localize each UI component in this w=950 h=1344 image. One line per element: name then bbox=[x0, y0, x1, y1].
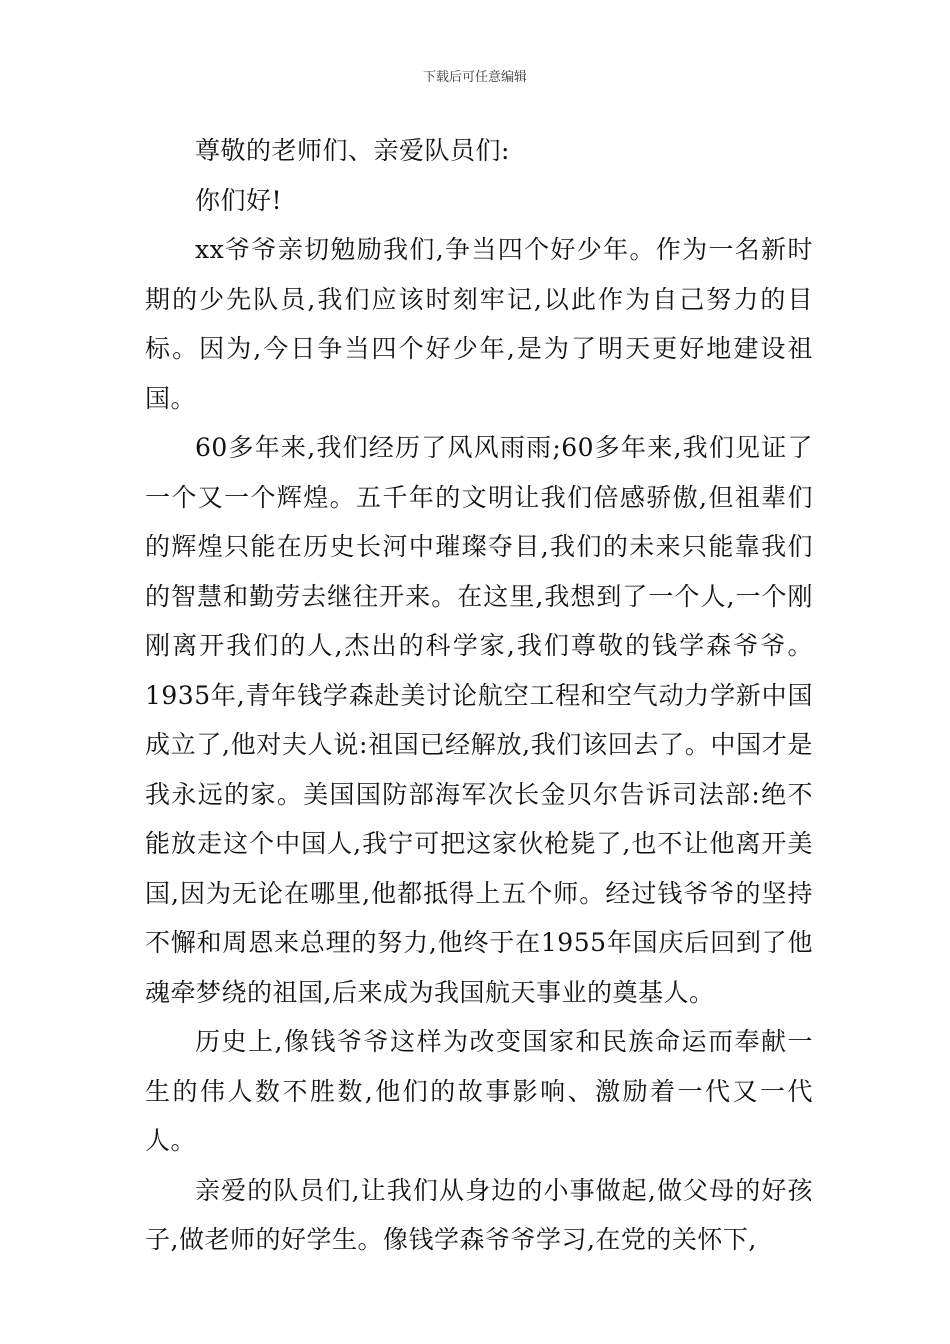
greeting-paragraph: 尊敬的老师们、亲爱队员们: bbox=[195, 136, 510, 165]
body-paragraph-3: 历史上,像钱爷爷这样为改变国家和民族命运而奉献一生的伟人数不胜数,他们的故事影响、激励着一代又一代人。 bbox=[145, 1027, 813, 1155]
document-body bbox=[145, 126, 813, 1265]
page-header-note: 下载后可任意编辑 bbox=[422, 70, 527, 85]
body-paragraph-2: 60多年来,我们经历了风风雨雨;60多年来,我们见证了一个又一个辉煌。五千年的文明让我们倍感骄傲,但祖辈们的辉煌只能在历史长河中璀璨夺目,我们的未来只能靠我们的智慧和勤劳去继往开来。在这里,我想到了一个人,一个刚刚离开我们的人,杰出的科学家,我们尊敬的钱学森爷爷。1935年,青年钱学森赴美讨论航空工程和空气动力学新中国成立了,他对夫人说:祖国已经解放,我们该回去了。中国才是我永远的家。美国国防部海军次长金贝尔告诉司法部:绝不能放走这个中国人,我宁可把这家伙枪毙了,也不让他离开美国,因为无论在哪里,他都抵得上五个师。经过钱爷爷的坚持不懈和周恩来总理的努力,他终于在1955年国庆后回到了他魂牵梦绕的祖国,后来成为我国航天事业的奠基人。 bbox=[145, 433, 813, 1007]
body-paragraph-1: xx爷爷亲切勉励我们,争当四个好少年。作为一名新时期的少先队员,我们应该时刻牢记,以此作为自己努力的目标。因为,今日争当四个好少年,是为了明天更好地建设祖国。 bbox=[145, 235, 813, 413]
body-paragraph-4: 亲爱的队员们,让我们从身边的小事做起,做父母的好孩子,做老师的好学生。像钱学森爷爷学习,在党的关怀下, bbox=[145, 1175, 813, 1254]
salutation-paragraph: 你们好! bbox=[195, 185, 283, 215]
